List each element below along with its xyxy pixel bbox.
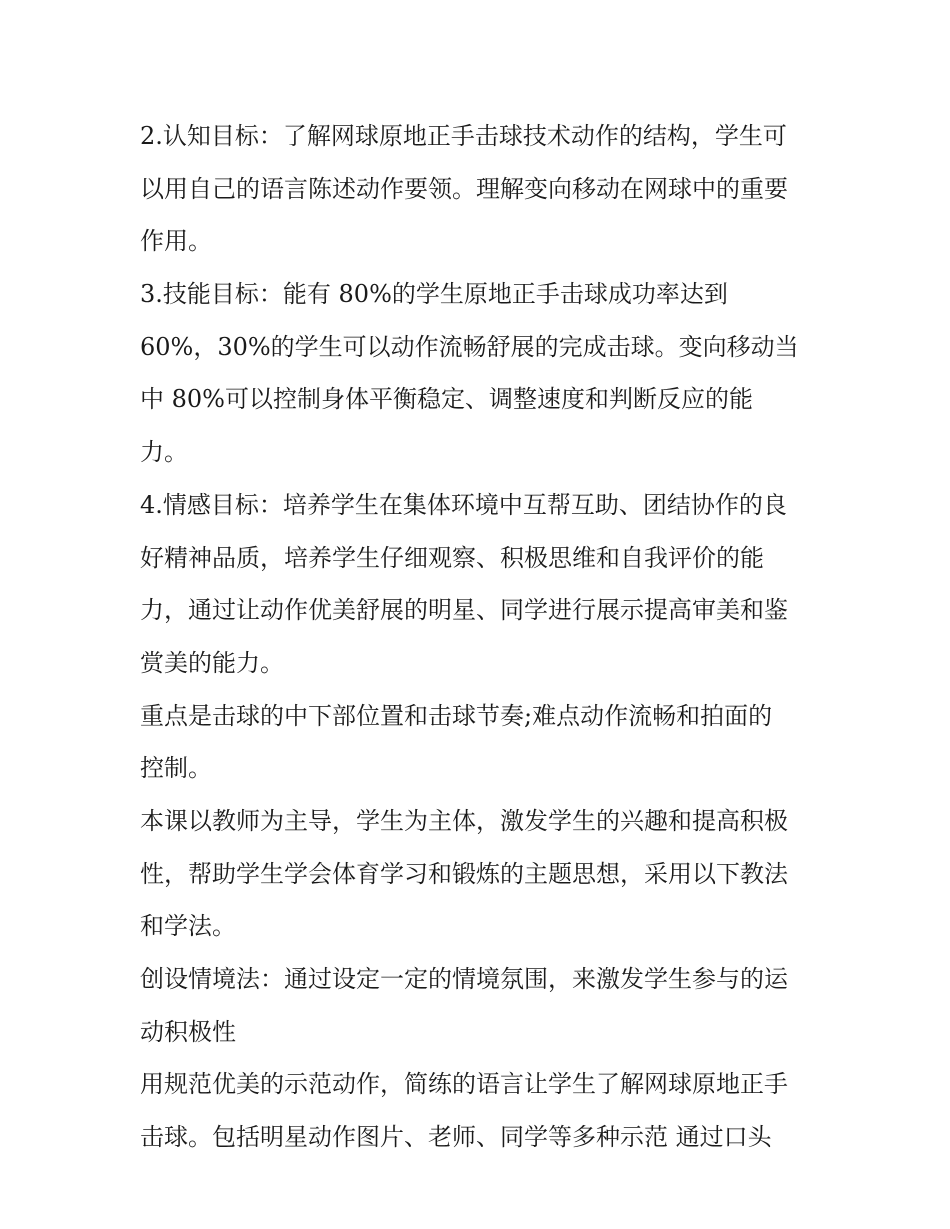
text-line: 2.认知目标：了解网球原地正手击球技术动作的结构，学生可 xyxy=(140,122,787,150)
text-line: 控制。 xyxy=(140,754,212,783)
text-line: 以用自己的语言陈述动作要领。理解变向移动在网球中的重要 xyxy=(140,174,788,203)
text-line: 力。 xyxy=(140,438,188,467)
text-line: 击球。包括明星动作图片、老师、同学等多种示范 通过口头 xyxy=(140,1123,772,1152)
text-line: 本课以教师为主导，学生为主体，激发学生的兴趣和提高积极 xyxy=(140,806,788,835)
text-line: 力，通过让动作优美舒展的明星、同学进行展示提高审美和鉴 xyxy=(140,596,788,625)
document-body xyxy=(140,110,830,1164)
text-line: 60%，30%的学生可以动作流畅舒展的完成击球。变向移动当 xyxy=(140,332,799,361)
text-line: 用规范优美的示范动作，简练的语言让学生了解网球原地正手 xyxy=(140,1070,788,1099)
text-line: 和学法。 xyxy=(140,912,236,941)
text-line: 4.情感目标：培养学生在集体环境中互帮互助、团结协作的良 xyxy=(140,490,787,519)
text-line: 动积极性 xyxy=(140,1017,236,1046)
text-line: 3.技能目标：能有 80%的学生原地正手击球成功率达到 xyxy=(140,280,728,309)
text-line: 重点是击球的中下部位置和击球节奏;难点动作流畅和拍面的 xyxy=(140,701,773,730)
text-line: 创设情境法：通过设定一定的情境氛围，来激发学生参与的运 xyxy=(140,965,788,993)
text-line: 作用。 xyxy=(140,227,212,256)
text-line: 性，帮助学生学会体育学习和锻炼的主题思想，采用以下教法 xyxy=(140,859,788,888)
text-line: 好精神品质，培养学生仔细观察、积极思维和自我评价的能 xyxy=(140,543,764,572)
text-line: 中 80%可以控制身体平衡稳定、调整速度和判断反应的能 xyxy=(140,385,753,414)
text-line: 赏美的能力。 xyxy=(140,648,284,677)
